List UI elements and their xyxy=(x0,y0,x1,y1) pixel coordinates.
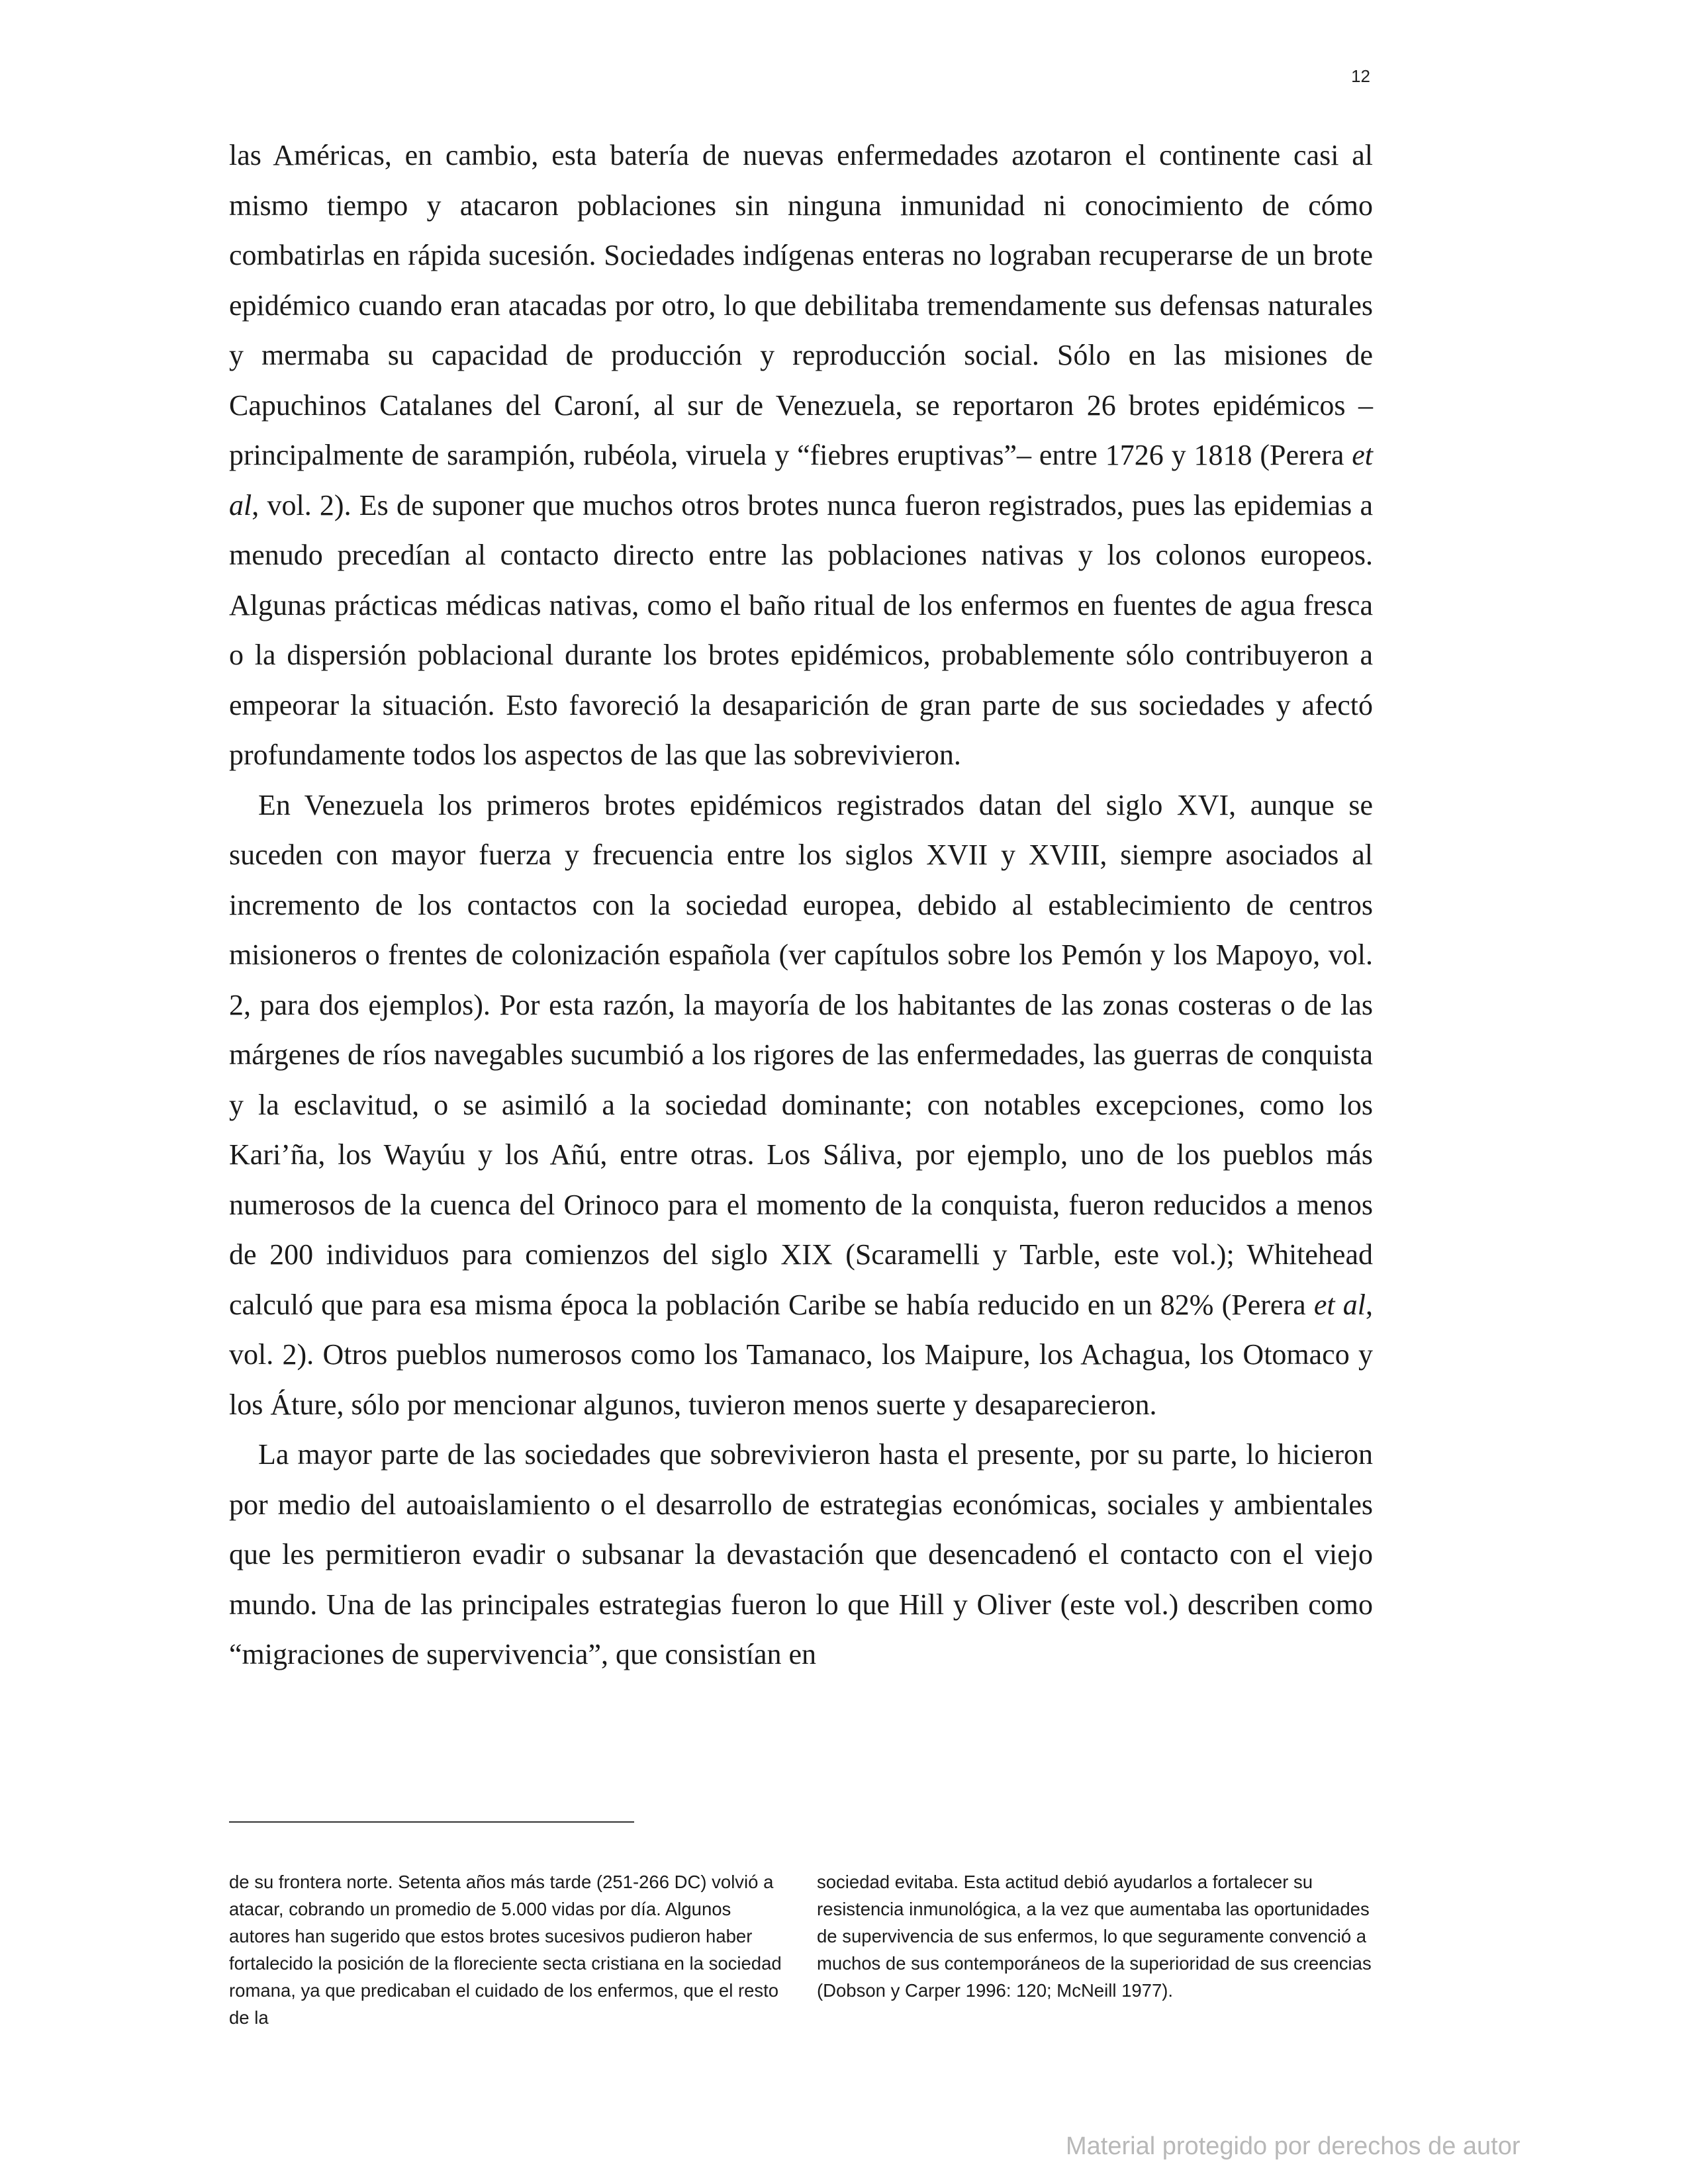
paragraph-1 xyxy=(229,130,1373,780)
paragraph-2-emphasis: et al xyxy=(1313,1288,1366,1321)
paragraph-2 xyxy=(229,780,1373,1430)
paragraph-2-text: En Venezuela los primeros brotes epidémicos registrados datan del siglo XVI, aunque se suceden con mayor fuerza y frecuencia entre los siglos XVII y XVIII, siempre asociados al incremento de los contactos con la sociedad europea, debido al establecimiento de centros misioneros o frentes de colonización española (ver capítulos sobre los Pemón y los Mapoyo, vol. 2, para dos ejemplos). Por esta razón, la mayoría de los habitantes de las zonas costeras o de las márgenes de ríos navegables sucumbió a los rigores de las enfermedades, las guerras de conquista y la esclavitud, o se asimiló a la sociedad dominante; con notables excepciones, como los Kari’ña, los Wayúu y los Añú, entre otras. Los Sáliva, por ejemplo, uno de los pueblos más numerosos de la cuenca del Orinoco para el momento de la conquista, fueron reducidos a menos de 200 individuos para comienzos del siglo XIX (Scaramelli y Tarble, este vol.); Whitehead calculó que para esa misma época la población Caribe se había reducido en un 82% (Perera xyxy=(229,788,1373,1321)
paragraph-1-emphasis: et al xyxy=(229,439,1373,522)
paragraph-2-text-end: , vol. 2). Otros pueblos numerosos como los Tamanaco, los Maipure, los Achagua, los Otomaco y los Áture, sólo por mencionar algunos, tuvieron menos suerte y desaparecieron. xyxy=(229,1288,1373,1421)
page-number: 12 xyxy=(1351,66,1370,86)
footnote-divider xyxy=(229,1821,634,1823)
footnote-right-column: sociedad evitaba. Esta actitud debió ayudarlos a fortalecer su resistencia inmunológica, a la vez que aumentaba las oportunidades de supervivencia de sus enfermos, lo que seguramente convenció a muchos de sus contemporáneos de la superioridad de sus creencias (Dobson y Carper 1996: 120; McNeill 1977). xyxy=(817,1872,1372,2001)
footnote-left-column: de su frontera norte. Setenta años más tarde (251-266 DC) volvió a atacar, cobrando un promedio de 5.000 vidas por día. Algunos autores han sugerido que estos brotes sucesivos pudieron haber fortalecido la posición de la floreciente secta cristiana en la sociedad romana, ya que predicaban el cuidado de los enfermos, que el resto de la xyxy=(229,1872,782,2028)
paragraph-1-text-end: , vol. 2). Es de suponer que muchos otros brotes nunca fueron registrados, pues las epidemias a menudo precedían al contacto directo entre las poblaciones nativas y los colonos europeos. Algunas prácticas médicas nativas, como el baño ritual de los enfermos en fuentes de agua fresca o la dispersión poblacional durante los brotes epidémicos, probablemente sólo contribuyeron a empeorar la situación. Esto favoreció la desaparición de gran parte de sus sociedades y afectó profundamente todos los aspectos de las que las sobrevivieron. xyxy=(229,488,1373,771)
copyright-watermark: Material protegido por derechos de autor xyxy=(1066,2132,1521,2160)
paragraph-1-text: las Américas, en cambio, esta batería de nuevas enfermedades azotaron el continente casi al mismo tiempo y atacaron poblaciones sin ninguna inmunidad ni conocimiento de cómo combatirlas en rápida sucesión. Sociedades indígenas enteras no lograban recuperarse de un brote epidémico cuando eran atacadas por otro, lo que debilitaba tremendamente sus defensas naturales y mermaba su capacidad de producción y reproducción social. Sólo en las misiones de Capuchinos Catalanes del Caroní, al sur de Venezuela, se reportaron 26 brotes epidémicos –principalmente de sarampión, rubéola, viruela y “fiebres eruptivas”– entre 1726 y 1818 (Perera xyxy=(229,139,1373,471)
paragraph-3: La mayor parte de las sociedades que sobrevivieron hasta el presente, por su parte, lo hicieron por medio del autoaislamiento o el desarrollo de estrategias económicas, sociales y ambientales que les permitieron evadir o subsanar la devastación que desencadenó el contacto con el viejo mundo. Una de las principales estrategias fueron lo que Hill y Oliver (este vol.) describen como “migraciones de supervivencia”, que consistían en xyxy=(229,1438,1373,1670)
main-text xyxy=(229,130,1373,1680)
footnotes xyxy=(229,1868,1373,2031)
